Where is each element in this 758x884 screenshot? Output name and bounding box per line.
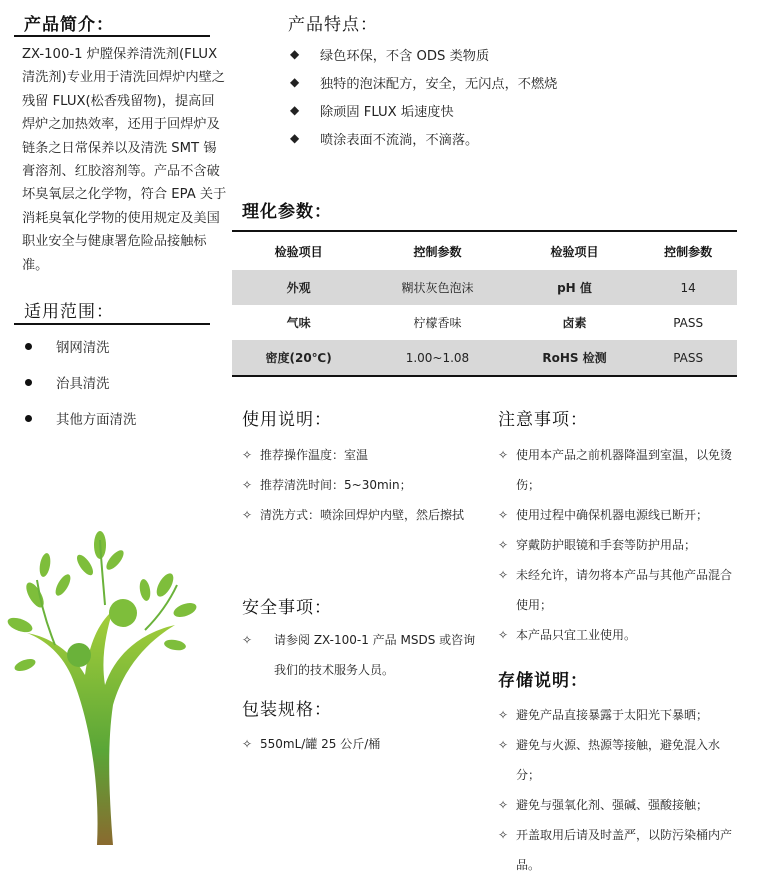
table-cell: RoHS 检测	[510, 340, 640, 376]
safety-title: 安全事项：	[242, 598, 332, 618]
usage-list	[242, 440, 477, 530]
params-title: 理化参数：	[242, 202, 332, 222]
column-header: 控制参数	[365, 231, 510, 270]
table-cell: 14	[639, 270, 737, 305]
bullet-dot-icon	[25, 415, 32, 422]
star-bullet-icon: ✧	[242, 478, 253, 492]
safety-list	[242, 625, 477, 685]
star-bullet-icon: ✧	[242, 737, 253, 751]
storage-title: 存储说明：	[498, 671, 588, 691]
diamond-bullet-icon: ◆	[290, 75, 300, 89]
notes-item: ✧ 使用过程中确保机器电源线已断开；	[498, 500, 738, 530]
intro-title: 产品简介：	[24, 15, 114, 35]
column-header: 控制参数	[639, 231, 737, 270]
feature-item: ◆ 喷涂表面不流淌，不滴落。	[290, 131, 479, 148]
table-cell: 卤素	[562, 316, 587, 330]
diamond-bullet-icon: ◆	[290, 131, 300, 145]
usage-title: 使用说明：	[242, 410, 332, 430]
table-row	[232, 270, 737, 305]
star-bullet-icon: ✧	[498, 508, 509, 522]
star-bullet-icon: ✧	[498, 448, 509, 462]
notes-title: 注意事项：	[498, 410, 588, 430]
intro-body: ZX-100-1 炉膛保养清洗剂(FLUX 清洗剂)专业用于清洗回焊炉内壁之残留 FLUX(松香残留物)，提高回焊炉之加热效率，还用于回焊炉及链条之日常保养以及清洗 SMT 锡膏溶剂、红胶溶剂等。产品不含破坏臭氧层之化学物，符合 EPA 关于消耗臭氧化学物的使用规定及美国职业安全与健康署危险品接触标准。	[22, 47, 227, 273]
params-table	[232, 230, 737, 377]
table-row	[232, 305, 737, 340]
table-cell: PASS	[639, 340, 737, 376]
feature-item: ◆ 绿色环保，不含 ODS 类物质	[290, 47, 490, 64]
table-cell: pH 值	[510, 270, 640, 305]
table-row	[232, 340, 737, 376]
feature-item: ◆ 除顽固 FLUX 垢速度快	[290, 103, 454, 120]
table-cell: 密度(20℃)	[232, 340, 365, 376]
notes-item: ✧ 本产品只宜工业使用。	[498, 620, 738, 650]
column-header: 检验项目	[510, 231, 640, 270]
intro-title-rule	[14, 35, 210, 37]
table-cell: 气味	[286, 316, 311, 330]
notes-list	[498, 440, 738, 650]
scope-item: 治具清洗	[22, 373, 222, 409]
diamond-bullet-icon: ◆	[290, 103, 300, 117]
package-list	[242, 729, 477, 759]
diamond-bullet-icon: ◆	[290, 47, 300, 61]
notes-item: ✧ 穿戴防护眼镜和手套等防护用品；	[498, 530, 738, 560]
storage-item: ✧ 避免与火源、热源等接触，避免混入水分；	[498, 730, 738, 790]
bullet-dot-icon	[25, 343, 32, 350]
star-bullet-icon: ✧	[498, 628, 509, 642]
notes-item: ✧ 未经允许，请勿将本产品与其他产品混合使用；	[498, 560, 738, 620]
star-bullet-icon: ✧	[498, 738, 509, 752]
storage-item: ✧ 开盖取用后请及时盖严，以防污染桶内产品。	[498, 820, 738, 880]
star-bullet-icon: ✧	[242, 448, 253, 462]
table-cell: 糊状灰色泡沫	[365, 270, 510, 305]
scope-list	[22, 337, 222, 445]
usage-item: ✧ 推荐清洗时间：5~30min；	[242, 470, 477, 500]
storage-list	[498, 700, 738, 880]
package-title: 包装规格：	[242, 700, 332, 720]
notes-item: ✧ 使用本产品之前机器降温到室温，以免烫伤；	[498, 440, 738, 500]
features-title: 产品特点：	[288, 15, 378, 35]
usage-item: ✧ 推荐操作温度：室温	[242, 440, 477, 470]
star-bullet-icon: ✧	[498, 798, 509, 812]
star-bullet-icon: ✧	[242, 508, 253, 522]
table-cell: PASS	[673, 315, 704, 330]
features-list	[290, 45, 557, 157]
star-bullet-icon: ✧	[498, 708, 509, 722]
safety-item: ✧ 请参阅 ZX-100-1 产品 MSDS 或咨询我们的技术服务人员。	[242, 625, 477, 685]
storage-item: ✧ 避免与强氧化剂、强碱、强酸接触；	[498, 790, 738, 820]
table-cell: 柠檬香味	[413, 316, 462, 330]
star-bullet-icon: ✧	[498, 828, 509, 842]
feature-item: ◆ 独特的泡沫配方，安全，无闪点，不燃烧	[290, 75, 558, 92]
scope-item: 钢网清洗	[22, 337, 222, 373]
usage-item: ✧ 清洗方式：喷涂回焊炉内壁，然后擦拭	[242, 500, 477, 530]
column-header: 检验项目	[232, 231, 365, 270]
bullet-dot-icon	[25, 379, 32, 386]
storage-item: ✧ 避免产品直接暴露于太阳光下暴晒；	[498, 700, 738, 730]
tree-person-illustration	[5, 525, 205, 855]
star-bullet-icon: ✧	[498, 568, 509, 582]
star-bullet-icon: ✧	[498, 538, 509, 552]
package-item: ✧ 550mL/罐 25 公斤/桶	[242, 729, 477, 759]
params-header-row	[232, 231, 737, 270]
scope-item: 其他方面清洗	[22, 409, 222, 445]
scope-title-rule	[14, 323, 210, 325]
table-cell: 外观	[232, 270, 365, 305]
star-bullet-icon: ✧	[242, 633, 253, 647]
table-cell: 1.00~1.08	[365, 340, 510, 376]
scope-title: 适用范围：	[24, 302, 114, 322]
